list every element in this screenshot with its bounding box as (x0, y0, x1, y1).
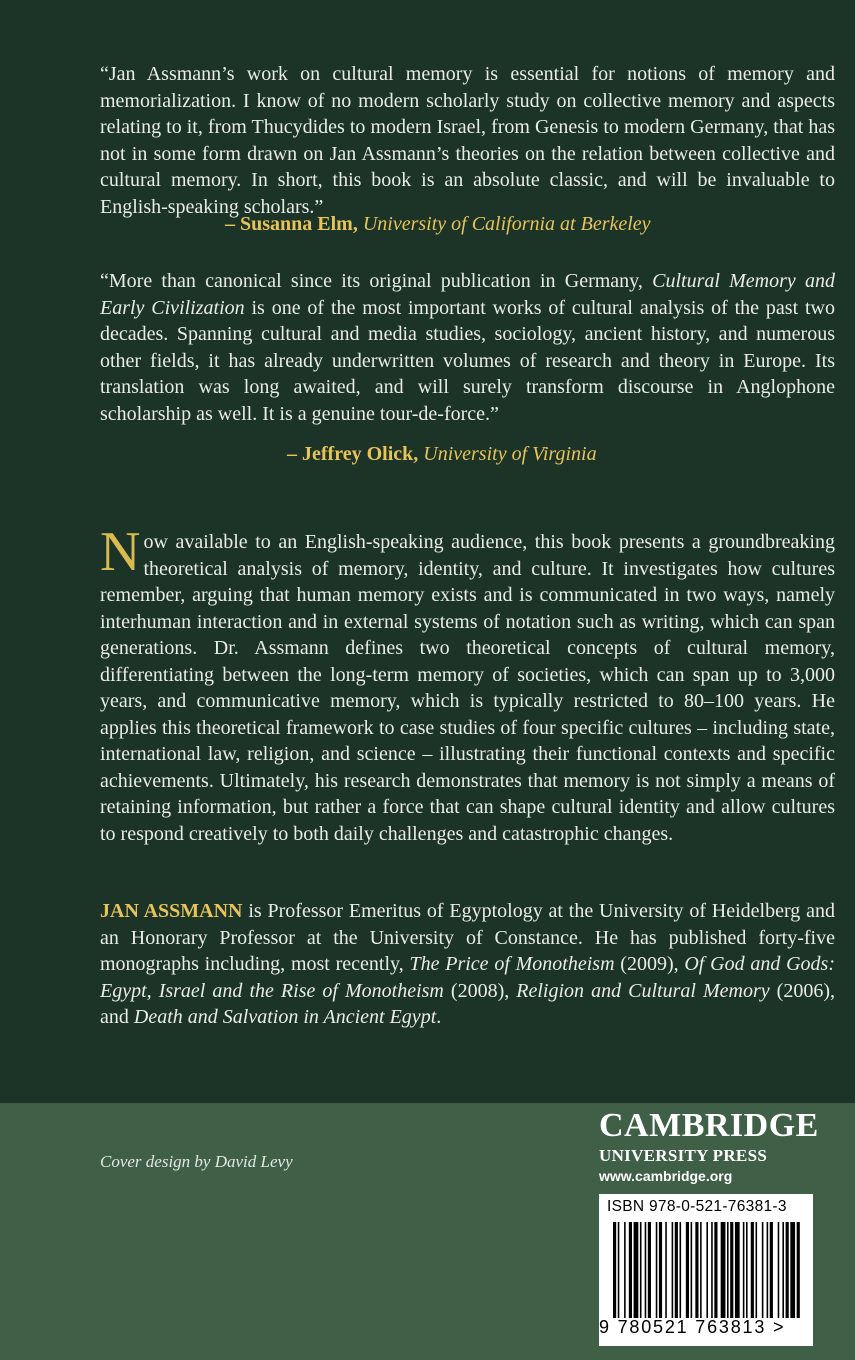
publisher-subtitle: UNIVERSITY PRESS (599, 1146, 768, 1165)
barcode-bar (730, 1222, 733, 1318)
review-quote-2-text-after: is one of the most important works of cultural analysis of the past two decades. Spanning cultural and media studies, sociology, ancient history, and numerous other fields, it has already underwritten volumes of research and theory in Europe. Its translation was long awaited, and will surely transform discourse in Anglophone scholarship as well. It is a genuine tour-de-force.” (100, 296, 835, 425)
barcode-bars (613, 1222, 803, 1318)
barcode-bar (743, 1222, 745, 1318)
review-author-1: – Susanna Elm, (225, 213, 358, 235)
author-book-title: The Price of Monotheism (409, 953, 615, 975)
drop-cap-letter: N (100, 521, 141, 583)
book-description-text: ow available to an English-speaking audience, this book presents a groundbreaking theoretical analysis of memory, identity, and culture. It investigates how cultures remember, arguing that human memory exists and is communicated in two ways, namely interhuman interaction and in external systems of notation such as writing, which can span generations. Dr. Assmann defines two theoretical concepts of cultural memory, differentiating between the long-term memory of societies, which can span up to 3,000 years, and communicative memory, which is typically restricted to 80–100 years. He applies this theoretical framework to case studies of four specific cultures – including state, international law, religion, and science – illustrating their functional contexts and specific achievements. Ultimately, his research demonstrates that memory is not simply a means of retaining information, but rather a force that can shape cultural identity and allow cultures to respond creatively to both daily challenges and catastrophic changes. (100, 531, 835, 845)
barcode-bar (706, 1222, 708, 1318)
barcode-bar (618, 1222, 620, 1318)
barcode-bar (727, 1222, 729, 1318)
barcode-bar (700, 1222, 702, 1318)
barcode-bar (790, 1222, 795, 1318)
publisher-url: www.cambridge.org (599, 1168, 733, 1184)
barcode-bar (640, 1222, 642, 1318)
review-attribution-2 (287, 441, 597, 467)
author-book-title: Of God and Gods: Egypt, Israel and the Rise of Monotheism (100, 953, 835, 1002)
review-author-2: – Jeffrey Olick, (287, 443, 419, 465)
barcode-bar (778, 1222, 780, 1318)
barcode-bar (786, 1222, 789, 1318)
author-bio-text: (2009), (614, 953, 685, 975)
author-bio-text: (2008), (443, 979, 517, 1002)
author-book-title: Religion and Cultural Memory (516, 979, 770, 1002)
publisher-logo (599, 1106, 829, 1186)
barcode-bar (751, 1222, 754, 1318)
author-bio (100, 898, 835, 1031)
author-book-title: Death and Salvation in Ancient Egypt (133, 1006, 437, 1028)
review-institution-2: University of Virginia (423, 443, 597, 465)
barcode-bar (695, 1222, 698, 1318)
barcode-bar (665, 1222, 667, 1318)
author-bio-text: . (436, 1006, 442, 1028)
barcode-bar (714, 1222, 717, 1318)
barcode-bar (721, 1222, 726, 1318)
barcode-bar (762, 1222, 764, 1318)
barcode-bar (645, 1222, 647, 1318)
barcode-bar (782, 1222, 784, 1318)
review-quote-2-text-before: “More than canonical since its original publication in Germany, (100, 270, 653, 292)
barcode-bar (797, 1222, 800, 1318)
isbn-barcode (599, 1194, 813, 1346)
author-bio-text: is Professor Emeritus of Egyptology at the University of Heidelberg and an Honorary Professor at the University of Constance. He has published forty-five monographs including, most recently, (100, 900, 835, 975)
barcode-bar (629, 1222, 632, 1318)
barcode-bar (691, 1222, 693, 1318)
barcode-bar (680, 1222, 682, 1318)
barcode-digits: 9 780521 763813 > (599, 1317, 786, 1337)
barcode-bar (767, 1222, 769, 1318)
barcode-bar (711, 1222, 713, 1318)
barcode-bar (735, 1222, 740, 1318)
review-institution-1: University of California at Berkeley (362, 213, 651, 235)
barcode-bar (613, 1222, 616, 1318)
author-bio-text: (2006), and (100, 979, 835, 1028)
book-description (100, 521, 835, 847)
cover-design-credit: Cover design by David Levy (100, 1152, 293, 1171)
barcode-bar (686, 1222, 689, 1318)
review-quote-2-book-title: Cultural Memory and Early Civilization (100, 270, 835, 319)
review-quote-1-text: “Jan Assmann’s work on cultural memory is essential for notions of memory and memorialization. I know of no modern scholarly study on collective memory and aspects relating to it, from Thucydides to modern Israel, from Genesis to modern Germany, that has not in some form drawn on Jan Assmann’s theories on the relation between collective and cultural memory. In short, this book is an absolute classic, and will be invaluable to English-speaking scholars.” (100, 63, 835, 218)
author-name: JAN ASSMANN (100, 900, 243, 922)
barcode-bar (634, 1222, 639, 1318)
barcode-bar (672, 1222, 674, 1318)
review-quote-1 (100, 61, 835, 220)
barcode-bar (756, 1222, 758, 1318)
isbn-label: ISBN 978-0-521-76381-3 (607, 1198, 787, 1215)
barcode-bar (656, 1222, 658, 1318)
barcode-bar (746, 1222, 748, 1318)
barcode-bar (648, 1222, 651, 1318)
review-attribution-1 (225, 211, 651, 237)
barcode-bar (624, 1222, 626, 1318)
barcode-bar (675, 1222, 678, 1318)
barcode-bar (770, 1222, 773, 1318)
barcode-bar (659, 1222, 662, 1318)
review-quote-2 (100, 268, 835, 427)
publisher-name: CAMBRIDGE (599, 1107, 819, 1144)
